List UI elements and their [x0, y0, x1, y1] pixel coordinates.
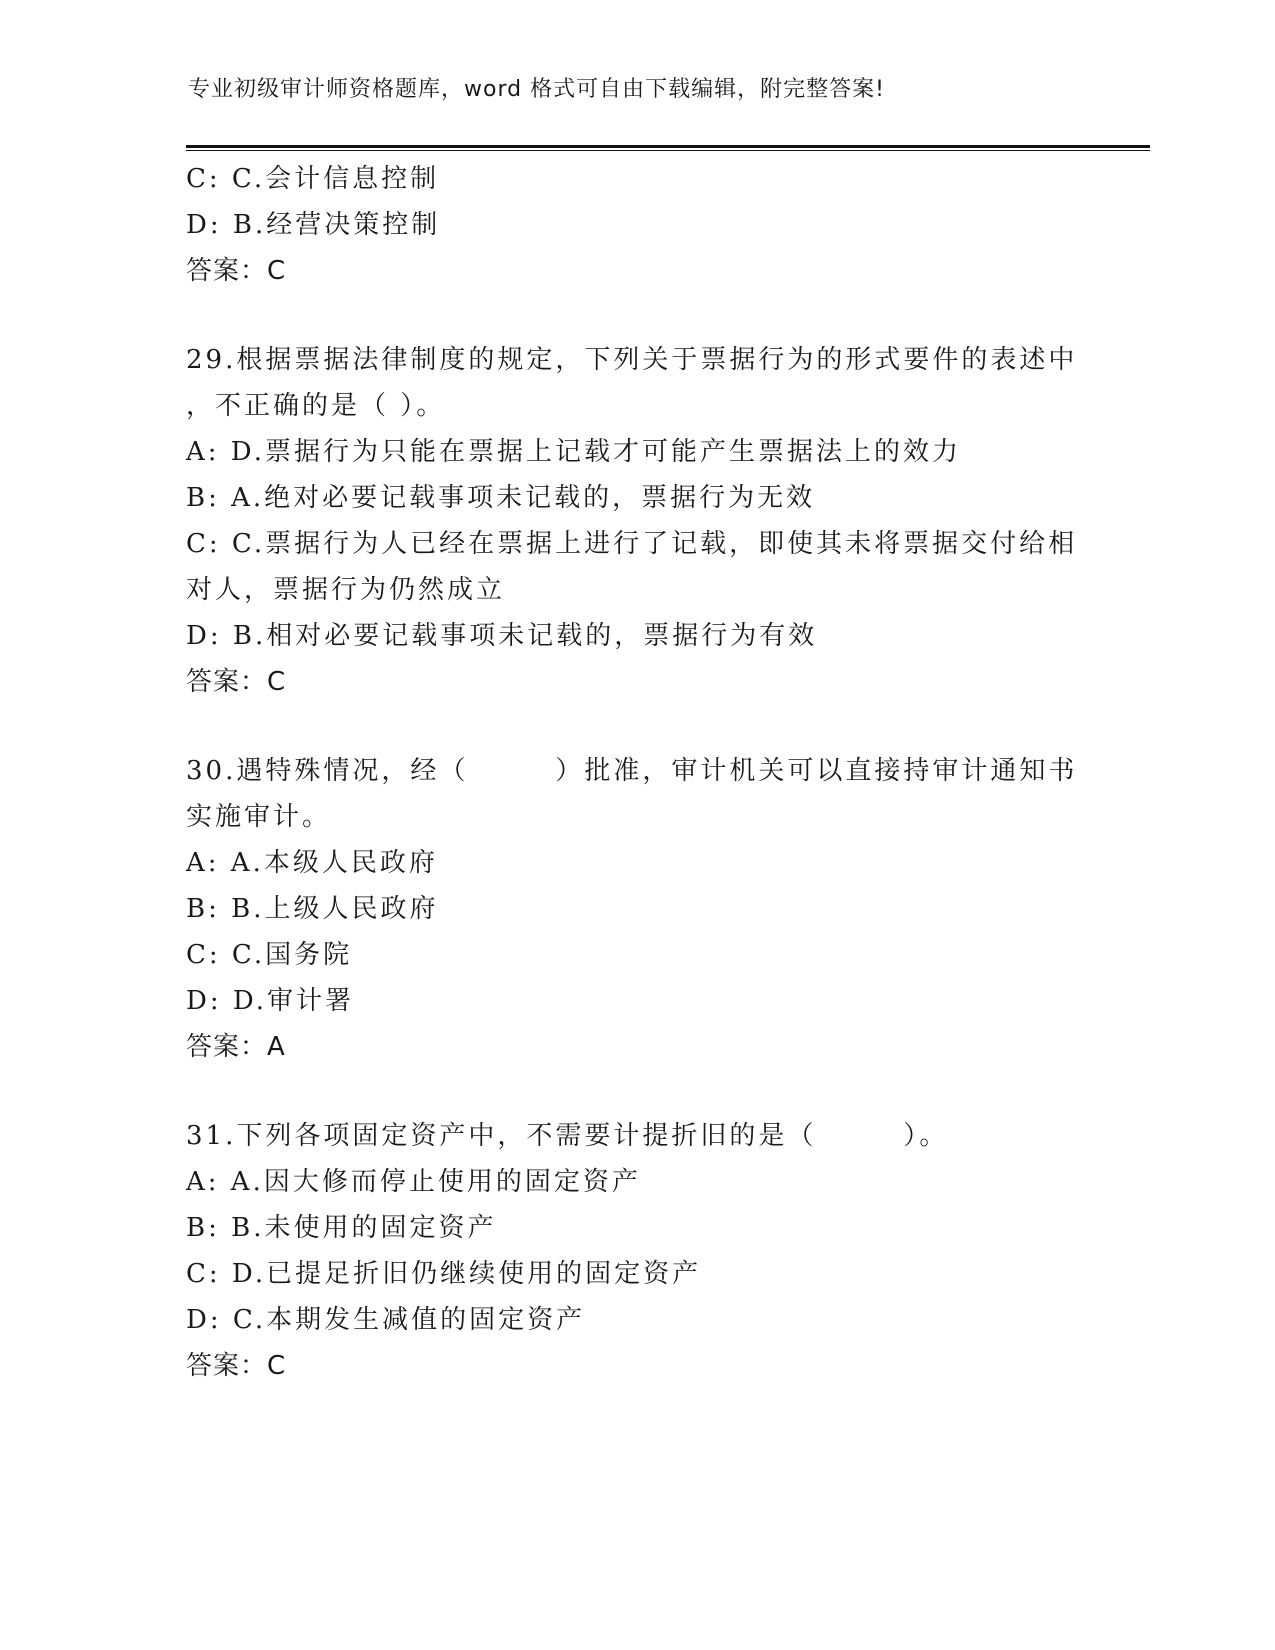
option-line-cont: 对人，票据行为仍然成立: [186, 575, 506, 605]
header-rule: [186, 145, 1150, 148]
answer-line: 答案：C: [186, 256, 287, 286]
question-30-stem: 30.遇特殊情况，经（ ）批准，审计机关可以直接持审计通知书: [186, 756, 1078, 786]
document-body: [186, 156, 1086, 1389]
option-line: D: B.相对必要记载事项未记载的，票据行为有效: [186, 621, 818, 651]
option-line: D: B.经营决策控制: [186, 210, 441, 240]
option-line: C: D.已提足折旧仍继续使用的固定资产: [186, 1259, 702, 1289]
option-line: B: B.未使用的固定资产: [186, 1213, 497, 1243]
option-line: C: C.票据行为人已经在票据上进行了记载，即使其未将票据交付给相: [186, 529, 1078, 559]
header-rule-thin: [186, 150, 1150, 151]
option-line: B: A.绝对必要记载事项未记载的，票据行为无效: [186, 483, 816, 513]
question-29-stem-cont: ，不正确的是（ ）。: [186, 391, 446, 421]
question-29-stem: 29.根据票据法律制度的规定，下列关于票据行为的形式要件的表述中: [186, 345, 1078, 375]
option-line: C: C.会计信息控制: [186, 164, 440, 194]
option-line: A: A.因大修而停止使用的固定资产: [186, 1167, 641, 1197]
question-31-stem: 31.下列各项固定资产中，不需要计提折旧的是（ ）。: [186, 1121, 949, 1151]
option-line: C: C.国务院: [186, 940, 353, 970]
answer-line: 答案：C: [186, 667, 287, 697]
question-30-stem-cont: 实施审计。: [186, 802, 332, 832]
option-line: B: B.上级人民政府: [186, 894, 439, 924]
answer-line: 答案：C: [186, 1351, 287, 1381]
option-line: D: C.本期发生减值的固定资产: [186, 1305, 586, 1335]
option-line: D: D.审计署: [186, 986, 355, 1016]
option-line: A: A.本级人民政府: [186, 848, 438, 878]
option-line: A: D.票据行为只能在票据上记载才可能产生票据法上的效力: [186, 437, 961, 467]
page-header: 专业初级审计师资格题库，word 格式可自由下载编辑，附完整答案!: [188, 77, 885, 102]
answer-line: 答案：A: [186, 1032, 286, 1062]
